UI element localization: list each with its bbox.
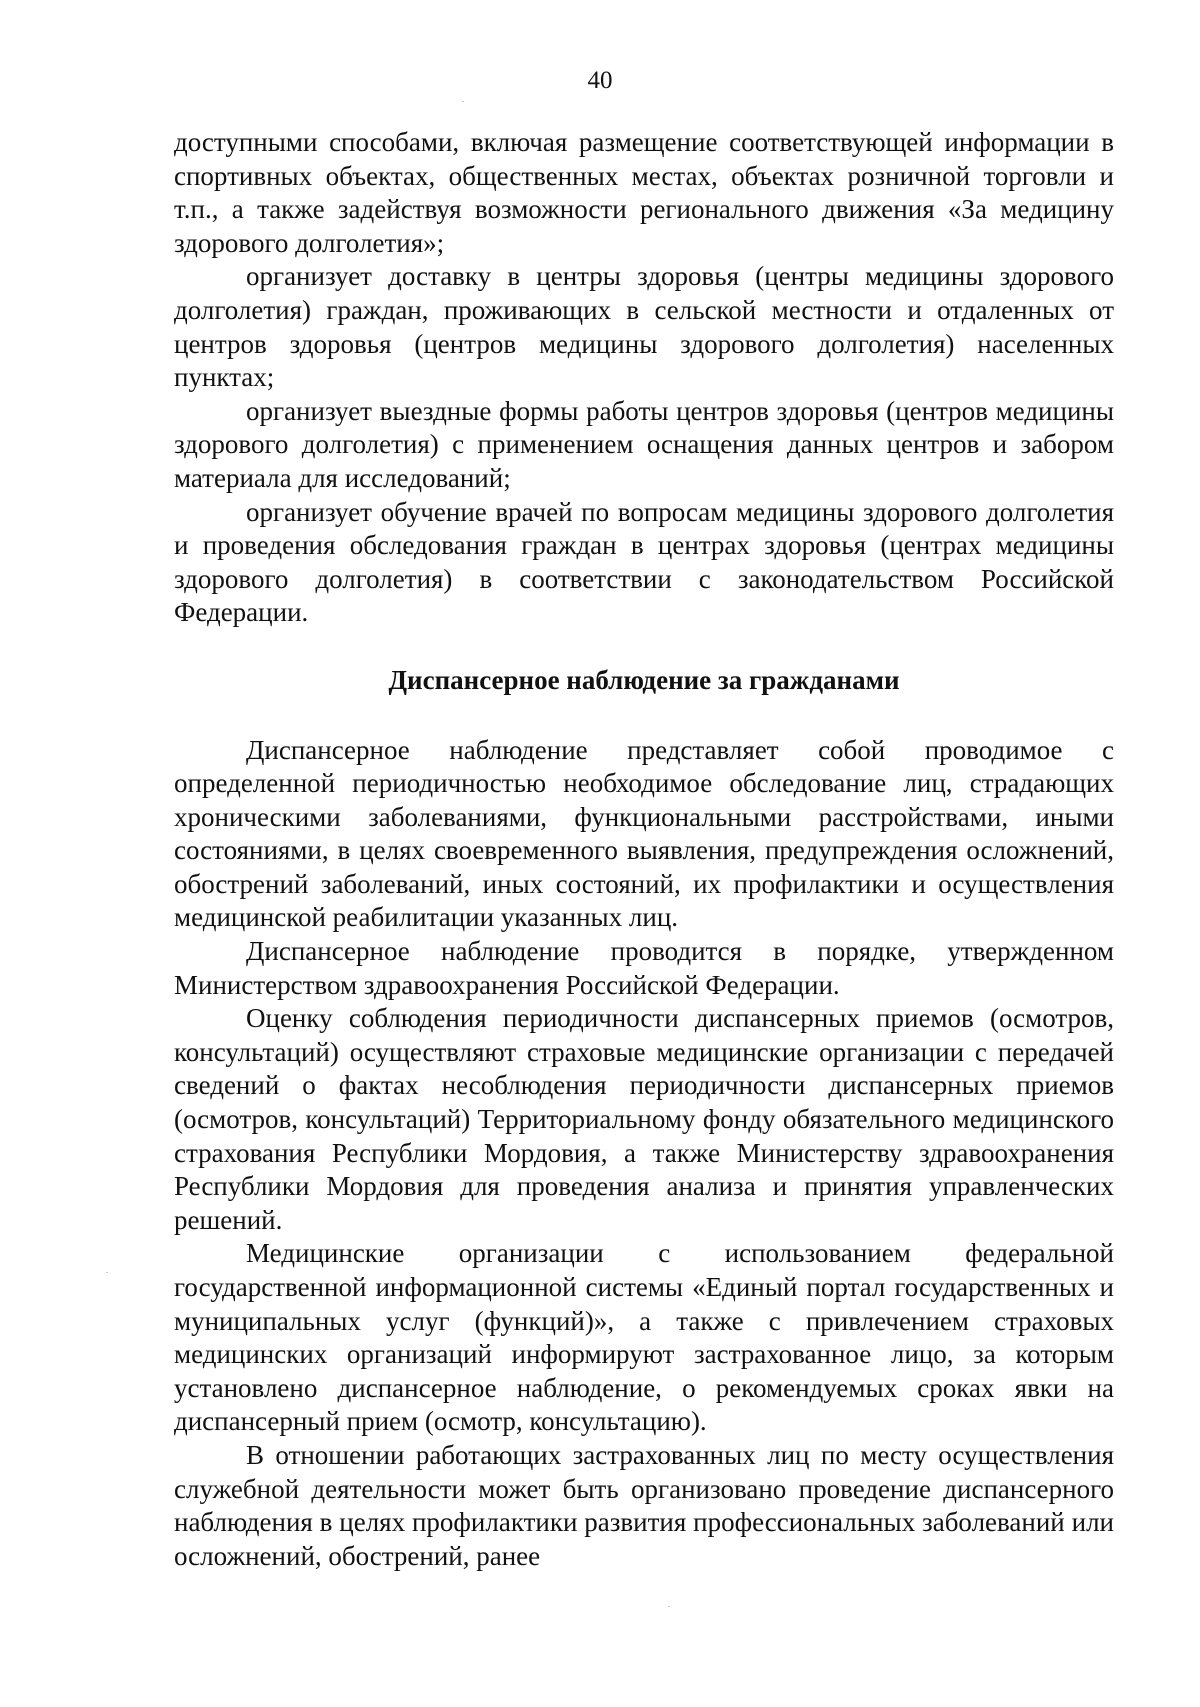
scan-speck [462,101,464,102]
paragraph: Диспансерное наблюдение проводится в порядке, утвержденном Министерством здравоохранения Российской Федерации. [174,936,1114,1000]
paragraph-continued: доступными способами, включая размещение соответствующей информации в спортивных объектах, общественных местах, объектах розничной торговли и т.п., а также задействуя возможности регионального движения «За медицину здорового долголетия»; [174,127,1114,258]
document-body [174,126,1114,1573]
paragraph: Диспансерное наблюдение представляет собой проводимое с определенной периодичностью необходимое обследование лиц, страдающих хроническими заболеваниями, функциональными расстройствами, иными состояниями, в целях своевременного выявления, предупреждения осложнений, обострений заболеваний, иных состояний, их профилактики и осуществления медицинской реабилитации указанных лиц. [174,734,1114,933]
section-heading: Диспансерное наблюдение за гражданами [388,664,900,695]
paragraph: Медицинские организации с использованием федеральной государственной информационной системы «Единый портал государственных и муниципальных услуг (функций)», а также с привлечением страховых медицинских организаций информируют застрахованное лицо, за которым установлено диспансерное наблюдение, о рекомендуемых сроках явки на диспансерный прием (осмотр, консультацию). [174,1238,1114,1437]
paragraph: организует обучение врачей по вопросам медицины здорового долголетия и проведения обследования граждан в центрах здоровья (центрах медицины здорового долголетия) в соответствии с законодательством Российской Федерации. [174,496,1114,628]
paragraph: Оценку соблюдения периодичности диспансерных приемов (осмотров, консультаций) осуществляют страховые медицинские организации с передачей сведений о фактах несоблюдения периодичности диспансерных приемов (осмотров, консультаций) Территориальному фонду обязательного медицинского страхования Республики Мордовия, а также Министерству здравоохранения Республики Мордовия для проведения анализа и принятия управленческих решений. [174,1003,1114,1235]
page-number: 40 [587,67,613,94]
paragraph: организует доставку в центры здоровья (центры медицины здорового долголетия) граждан, проживающих в сельской местности и отдаленных от центров здоровья (центров медицины здорового долголетия) населенных пунктах; [174,261,1114,393]
paragraph: организует выездные формы работы центров здоровья (центров медицины здорового долголетия) с применением оснащения данных центров и забором материала для исследований; [174,395,1114,493]
scan-speck [106,1272,108,1273]
paragraph: В отношении работающих застрахованных лиц по месту осуществления служебной деятельности может быть организовано проведение диспансерного наблюдения в целях профилактики развития профессиональных заболеваний или осложнений, обострений, ранее [174,1439,1114,1571]
scan-speck [668,1606,670,1607]
